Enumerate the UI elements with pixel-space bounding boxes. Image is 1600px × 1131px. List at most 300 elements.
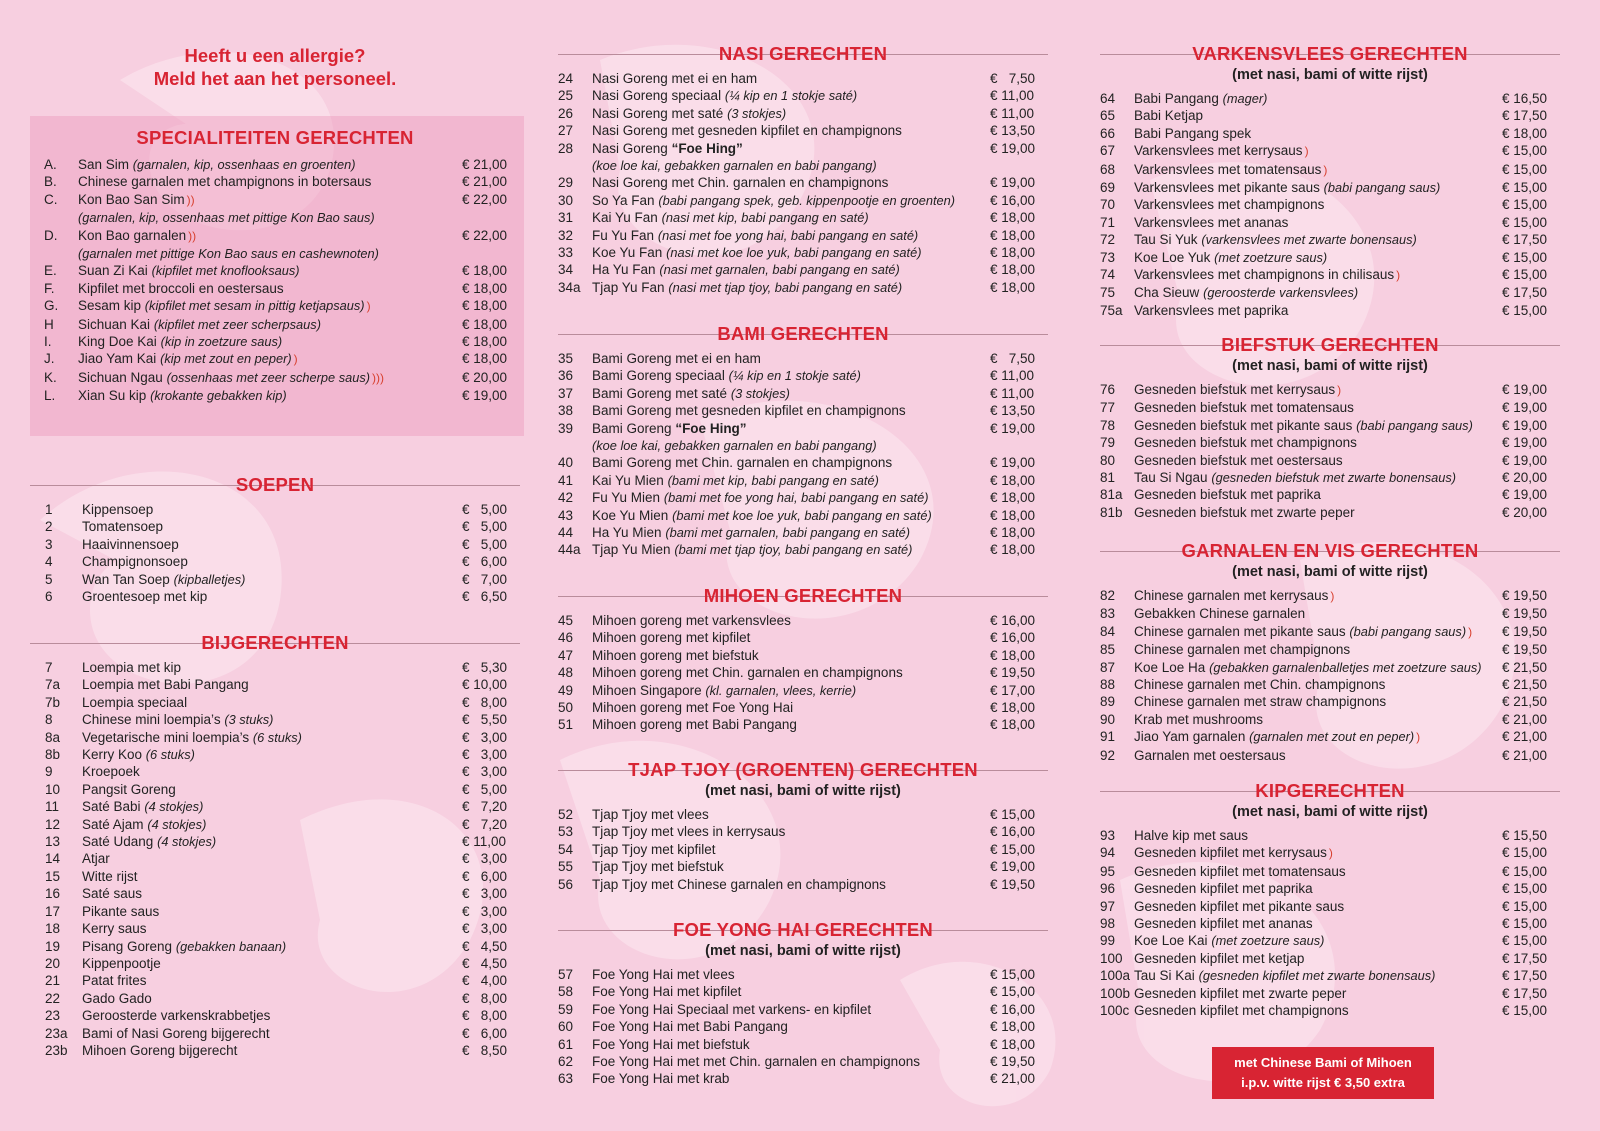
item-price: € 17,50: [1502, 108, 1548, 124]
bami-list: [558, 350, 1048, 559]
item-name: Tjap Tjoy met biefstuk: [592, 859, 724, 875]
item-name: Pikante saus: [82, 903, 160, 919]
menu-item: [558, 454, 1048, 471]
item-name: Ha Yu Mien: [592, 525, 662, 541]
item-description: (4 stokjes): [147, 816, 207, 832]
menu-item: [1100, 231, 1560, 248]
item-name-cell: [592, 174, 990, 191]
item-price: € 11,00: [462, 834, 507, 850]
item-number: 9: [45, 764, 53, 780]
item-name: Tau Si Kai: [1134, 968, 1195, 984]
item-number: 90: [1100, 711, 1116, 727]
section-title: TJAP TJOY (GROENTEN) GERECHTEN: [628, 759, 978, 780]
item-name: Fu Yu Mien: [592, 490, 661, 506]
item-price: € 17,00: [990, 682, 1036, 698]
item-price: € 3,00: [462, 747, 508, 763]
chili-pepper-icon: ))): [372, 370, 385, 385]
item-name-cell: [82, 1042, 462, 1059]
item-name: Bami Goreng: [592, 420, 672, 436]
item-price: € 18,00: [462, 334, 508, 350]
section-nasi: [558, 42, 1048, 296]
item-name-cell: [592, 472, 990, 489]
item-name: Gesneden kipfilet met kerrysaus: [1134, 845, 1327, 861]
item-description: (¼ kip en 1 stokje saté): [728, 368, 861, 384]
item-description: (ossenhaas met zeer scherpe saus): [166, 369, 371, 385]
item-name-cell: [82, 868, 462, 885]
item-name-cell: [1134, 196, 1502, 213]
item-name-cell: [82, 676, 462, 693]
item-price: € 21,00: [990, 1071, 1036, 1087]
item-description: (kipfilet met zeer scherpsaus): [153, 316, 321, 332]
item-name: Varkensvlees met ananas: [1134, 214, 1289, 230]
menu-item: [1100, 179, 1560, 196]
item-description: (3 stokjes): [730, 385, 790, 401]
item-price: € 15,00: [1502, 845, 1548, 861]
item-number: 2: [45, 519, 53, 535]
item-name: Gebakken Chinese garnalen: [1134, 606, 1306, 622]
item-number: 98: [1100, 916, 1116, 932]
menu-item: [30, 746, 520, 763]
menu-item: [1100, 381, 1560, 399]
item-name-cell: [592, 1001, 990, 1018]
item-price: € 19,00: [990, 140, 1036, 156]
item-name-cell: [1134, 107, 1502, 124]
menu-item: [30, 262, 520, 279]
item-name: Koe Loe Yuk: [1134, 249, 1211, 265]
item-description: (nasi met kip, babi pangang en saté): [661, 210, 869, 226]
item-description: (bami met garnalen, babi pangang en saté): [665, 525, 911, 541]
item-name: Koe Loe Kai: [1134, 933, 1208, 949]
item-price: € 18,00: [990, 507, 1036, 523]
menu-item: [1100, 587, 1560, 605]
item-name: Saté Babi: [82, 799, 141, 815]
item-number: 47: [558, 647, 574, 663]
item-price: € 16,00: [990, 613, 1036, 628]
item-description: (met zoetzure saus): [1211, 933, 1325, 949]
item-name: Loempia speciaal: [82, 694, 188, 710]
item-name-cell: [82, 746, 462, 763]
item-name: Gesneden biefstuk met paprika: [1134, 487, 1321, 503]
item-description: (met zoetzure saus): [1214, 249, 1328, 265]
item-name: Gesneden biefstuk met oestersaus: [1134, 452, 1343, 468]
chili-pepper-icon: ): [1337, 383, 1342, 397]
menu-item: [1100, 452, 1560, 469]
item-name-cell: [82, 501, 462, 518]
item-price: € 15,00: [1502, 881, 1548, 897]
menu-item: [1100, 1002, 1560, 1019]
item-name-cell: [78, 369, 462, 387]
menu-item: [1100, 623, 1560, 641]
item-name-cell: [1134, 90, 1502, 107]
item-name-cell: [1134, 302, 1502, 319]
item-name: Patat frites: [82, 973, 147, 989]
menu-item: [1100, 504, 1560, 521]
menu-item: [30, 369, 520, 387]
item-name: Tjap Tjoy met vlees: [592, 807, 709, 822]
item-name-cell: [78, 173, 462, 190]
item-name: Tjap Tjoy met vlees in kerrysaus: [592, 824, 786, 840]
menu-item: [558, 87, 1048, 104]
item-name-cell: [78, 191, 462, 227]
item-name-cell: [82, 798, 462, 815]
item-name-cell: [592, 261, 990, 278]
item-number: 15: [45, 868, 61, 884]
item-description: (babi pangang saus): [1349, 623, 1467, 639]
item-number: 60: [558, 1019, 574, 1035]
item-price: € 19,00: [990, 859, 1036, 875]
menu-item: [558, 420, 1048, 455]
item-price: € 20,00: [1502, 470, 1548, 486]
item-name: Mihoen goreng met kipfilet: [592, 630, 751, 646]
item-number: 5: [45, 571, 53, 587]
item-price: € 5,00: [462, 502, 508, 517]
item-name-cell: [592, 122, 990, 139]
chili-pepper-icon: ): [1416, 730, 1421, 745]
item-price: € 21,50: [1502, 659, 1548, 675]
item-price: € 19,00: [1502, 487, 1548, 503]
item-name-cell: [592, 420, 990, 455]
item-description: (nasi met koe loe yuk, babi pangang en saté): [666, 245, 922, 261]
item-name: Jiao Yam Kai: [78, 351, 157, 367]
item-name: Witte rijst: [82, 868, 138, 884]
item-name-cell: [1134, 844, 1502, 862]
item-name: San Sim: [78, 157, 130, 172]
item-name-cell: [1134, 676, 1502, 693]
menu-item: [1100, 844, 1560, 862]
item-name-cell: [1134, 932, 1502, 949]
menu-item: [30, 588, 520, 605]
item-description: (varkensvlees met zwarte bonensaus): [1201, 232, 1417, 248]
menu-item: [558, 1036, 1048, 1053]
item-name: Mihoen goreng met biefstuk: [592, 647, 759, 663]
item-number: 8: [45, 712, 53, 728]
item-name-cell: [1134, 623, 1502, 641]
section-varkensvlees: [1100, 42, 1560, 319]
section-header: [1100, 539, 1560, 563]
item-name-cell: [82, 990, 462, 1007]
item-number: 74: [1100, 267, 1116, 283]
item-name-cell: [1134, 249, 1502, 266]
item-name: Varkensvlees met champignons: [1134, 197, 1325, 213]
item-number: 91: [1100, 729, 1116, 745]
item-name-cell: [1134, 587, 1502, 605]
item-price: € 13,50: [990, 403, 1036, 419]
menu-item: [30, 850, 520, 867]
item-name: Fu Yu Fan: [592, 227, 655, 243]
section-kip: [1100, 779, 1560, 1019]
item-name: Kai Yu Fan: [592, 210, 658, 226]
menu-item: [558, 279, 1048, 296]
item-name-cell: [1134, 434, 1502, 451]
item-name-cell: [1134, 915, 1502, 932]
item-name: Saté saus: [82, 886, 143, 902]
item-description: (babi pangang spek, geb. kippenpootje en groenten): [658, 192, 956, 208]
item-name-cell: [78, 387, 462, 404]
chili-pepper-icon: ): [1323, 162, 1328, 177]
item-name: Chinese garnalen met Chin. champignons: [1134, 677, 1386, 693]
menu-item: [558, 806, 1048, 823]
item-description: (gebakken garnalenballetjes met zoetzure saus): [1209, 659, 1482, 675]
menu-item: [30, 553, 520, 570]
item-name-cell: [82, 694, 462, 711]
item-name-cell: [82, 920, 462, 937]
item-highlight: “Foe Hing”: [675, 420, 747, 436]
item-price: € 18,00: [990, 227, 1036, 243]
item-name: Gesneden kipfilet met zwarte peper: [1134, 985, 1347, 1001]
item-price: € 18,00: [990, 1036, 1036, 1052]
chili-pepper-icon: ): [1330, 589, 1335, 603]
menu-item: [558, 699, 1048, 716]
item-name-cell: [592, 983, 990, 1000]
item-name: Kon Bao San Sim: [78, 191, 185, 207]
item-price: € 8,00: [462, 1008, 508, 1024]
section-title: BIJGERECHTEN: [201, 632, 349, 653]
item-name: Chinese garnalen met champignons in botersaus: [78, 174, 372, 190]
item-description: (gesneden kipfilet met zwarte bonensaus): [1198, 968, 1436, 984]
item-number: 78: [1100, 417, 1116, 433]
item-number: 81: [1100, 470, 1116, 486]
item-name: Chinese garnalen met champignons: [1134, 642, 1351, 658]
item-name-cell: [592, 876, 990, 893]
item-price: € 19,50: [1502, 623, 1548, 639]
menu-item: [30, 280, 520, 297]
item-name-cell: [592, 806, 990, 823]
item-name-cell: [1134, 179, 1502, 196]
item-name: Nasi Goreng met gesneden kipfilet en champignons: [592, 123, 902, 139]
item-name-cell: [1134, 693, 1502, 710]
item-name: Nasi Goreng speciaal: [592, 88, 722, 104]
item-name-cell: [592, 87, 990, 104]
menu-item: [30, 798, 520, 815]
item-name-cell: [592, 385, 990, 402]
item-price: € 16,00: [990, 192, 1036, 208]
item-name: Koe Yu Fan: [592, 245, 663, 261]
item-number: 76: [1100, 382, 1116, 397]
item-name-cell: [592, 192, 990, 209]
item-number: 26: [558, 105, 574, 121]
item-number: H: [44, 316, 54, 332]
item-name: Mihoen goreng met Chin. garnalen en champignons: [592, 665, 903, 681]
item-number: 32: [558, 227, 574, 243]
item-number: 37: [558, 385, 574, 401]
item-price: € 21,50: [1502, 694, 1548, 710]
item-number: L.: [44, 388, 56, 404]
item-name-cell: [592, 541, 990, 558]
menu-item: [1100, 125, 1560, 142]
item-name-cell: [82, 588, 462, 605]
item-name-cell: [1134, 863, 1502, 880]
menu-item: [1100, 249, 1560, 266]
item-number: 7a: [45, 677, 61, 693]
foeyonghai-list: [558, 966, 1048, 1088]
item-name: Jiao Yam garnalen: [1134, 729, 1246, 745]
item-name: Gesneden biefstuk met kerrysaus: [1134, 382, 1336, 397]
section-specialiteiten: [30, 126, 520, 405]
item-number: 23b: [45, 1042, 68, 1058]
bijgerechten-list: [30, 659, 520, 1059]
item-subdescription: (koe loe kai, gebakken garnalen en babi pangang): [592, 438, 877, 454]
item-name: Gesneden kipfilet met tomatensaus: [1134, 863, 1346, 879]
item-description: (6 stuks): [252, 729, 302, 745]
item-number: 71: [1100, 214, 1116, 230]
menu-item: [30, 676, 520, 693]
allergy-line-2: Meld het aan het personeel.: [153, 68, 397, 89]
item-description: (babi pangang saus): [1323, 180, 1441, 196]
item-name: Mihoen Singapore: [592, 682, 702, 698]
item-price: € 16,00: [990, 824, 1036, 840]
item-number: K.: [44, 369, 57, 385]
item-number: 93: [1100, 828, 1116, 843]
item-number: 100b: [1100, 985, 1131, 1001]
menu-item: [1100, 107, 1560, 124]
item-price: € 15,00: [1502, 197, 1548, 213]
item-number: 85: [1100, 642, 1116, 658]
item-name-cell: [592, 699, 990, 716]
item-number: 29: [558, 175, 574, 191]
menu-item: [30, 885, 520, 902]
item-number: 58: [558, 984, 574, 1000]
item-name: Kai Yu Mien: [592, 472, 664, 488]
item-name-cell: [1134, 880, 1502, 897]
item-price: € 15,00: [990, 984, 1036, 1000]
item-number: 62: [558, 1054, 574, 1070]
menu-item: [1100, 417, 1560, 434]
item-name-cell: [592, 612, 990, 629]
item-name-cell: [78, 156, 462, 173]
item-number: 22: [45, 990, 61, 1006]
item-price: € 19,50: [1502, 642, 1548, 658]
menu-item: [558, 664, 1048, 681]
item-price: € 3,00: [462, 921, 508, 937]
item-name-cell: [82, 816, 462, 833]
item-price: € 19,00: [462, 388, 508, 404]
item-name: Gesneden biefstuk met tomatensaus: [1134, 400, 1354, 416]
item-price: € 16,00: [990, 630, 1036, 646]
item-price: € 15,00: [1502, 302, 1548, 318]
item-number: 35: [558, 351, 574, 366]
item-number: 97: [1100, 898, 1116, 914]
menu-item: [1100, 196, 1560, 213]
item-name: Gesneden kipfilet met paprika: [1134, 881, 1313, 897]
menu-item: [1100, 898, 1560, 915]
item-number: 73: [1100, 249, 1116, 265]
section-title: FOE YONG HAI GERECHTEN: [672, 919, 933, 940]
item-price: € 18,00: [990, 279, 1036, 295]
item-number: 96: [1100, 881, 1116, 897]
item-number: 3: [45, 536, 53, 552]
item-number: 41: [558, 472, 574, 488]
item-number: 70: [1100, 197, 1116, 213]
item-name: King Doe Kai: [78, 334, 157, 350]
item-price: € 13,50: [990, 123, 1036, 139]
item-description: (gesneden biefstuk met zwarte bonensaus): [1211, 470, 1457, 486]
item-description: (6 stuks): [145, 747, 195, 763]
item-name: Chinese garnalen met kerrysaus: [1134, 588, 1329, 603]
item-number: 66: [1100, 125, 1116, 141]
item-name: Nasi Goreng met saté: [592, 105, 724, 121]
item-price: € 15,00: [1502, 143, 1548, 159]
item-name-cell: [592, 140, 990, 175]
item-price: € 17,50: [1502, 285, 1548, 301]
item-number: 56: [558, 876, 574, 892]
menu-item: [558, 841, 1048, 858]
item-number: 68: [1100, 161, 1116, 177]
item-price: € 7,50: [990, 71, 1036, 86]
item-name: Koe Yu Mien: [592, 507, 669, 523]
item-name-cell: [592, 209, 990, 226]
section-subtitle: (met nasi, bami of witte rijst): [1232, 358, 1428, 374]
item-price: € 7,20: [462, 799, 508, 815]
item-name: Mihoen goreng met Foe Yong Hai: [592, 700, 794, 716]
item-price: € 15,00: [990, 807, 1036, 822]
extra-line-1: met Chinese Bami of Mihoen: [1234, 1055, 1412, 1070]
item-name: Gesneden biefstuk met champignons: [1134, 435, 1357, 451]
item-number: E.: [44, 263, 57, 279]
section-title: SPECIALITEITEN GERECHTEN: [136, 127, 414, 148]
item-number: I.: [44, 334, 52, 350]
menu-item: [30, 729, 520, 746]
item-name: Nasi Goreng met ei en ham: [592, 71, 758, 86]
item-price: € 21,50: [1502, 677, 1548, 693]
item-name: Babi Pangang spek: [1134, 125, 1252, 141]
item-number: 46: [558, 630, 574, 646]
item-name-cell: [82, 781, 462, 798]
item-name-cell: [82, 518, 462, 535]
item-name: Halve kip met saus: [1134, 828, 1249, 843]
menu-item: [30, 1042, 520, 1059]
section-header: [30, 631, 520, 655]
item-price: € 15,00: [1502, 180, 1548, 196]
item-number: 23: [45, 1008, 61, 1024]
item-number: C.: [44, 191, 58, 207]
item-number: 88: [1100, 677, 1116, 693]
item-price: € 18,00: [990, 1019, 1036, 1035]
biefstuk-list: [1100, 381, 1560, 521]
item-name: Tjap Tjoy met Chinese garnalen en champignons: [592, 876, 886, 892]
item-description: (3 stuks): [224, 712, 274, 728]
item-price: € 19,00: [1502, 452, 1548, 468]
item-description: (garnalen met zout en peper): [1249, 729, 1415, 745]
chili-pepper-icon: ): [1396, 268, 1401, 283]
item-number: 49: [558, 682, 574, 698]
item-name: Groentesoep met kip: [82, 589, 208, 605]
item-price: € 18,00: [990, 262, 1036, 278]
item-number: A.: [44, 157, 57, 172]
item-name-cell: [1134, 125, 1502, 142]
item-name-cell: [1134, 747, 1502, 764]
menu-item: [30, 694, 520, 711]
menu-item: [30, 868, 520, 885]
item-price: € 5,50: [462, 712, 508, 728]
item-number: 72: [1100, 232, 1116, 248]
item-number: 87: [1100, 659, 1116, 675]
tjaptjoy-list: [558, 806, 1048, 893]
item-description: (kipfilet met knoflooksaus): [151, 263, 300, 279]
menu-item: [30, 1025, 520, 1042]
menu-item: [558, 612, 1048, 629]
section-title: KIPGERECHTEN: [1255, 780, 1405, 801]
item-number: G.: [44, 298, 59, 314]
item-number: 36: [558, 368, 574, 384]
menu-item: [558, 541, 1048, 558]
item-name-cell: [82, 938, 462, 955]
item-description: (kip met zout en peper): [160, 351, 292, 367]
item-number: 16: [45, 886, 61, 902]
item-highlight: “Foe Hing”: [671, 140, 743, 156]
item-name-cell: [78, 262, 462, 279]
menu-item: [30, 972, 520, 989]
item-name: Garnalen met oestersaus: [1134, 747, 1286, 763]
